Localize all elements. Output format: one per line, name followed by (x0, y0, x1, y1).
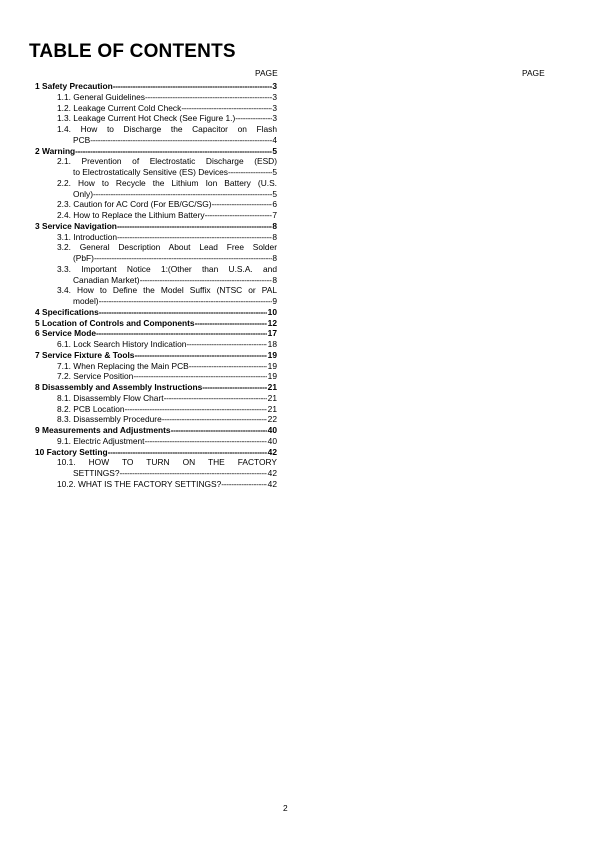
toc-page-number: 6 (272, 199, 277, 210)
toc-entry-label (35, 81, 277, 92)
toc-page-number: 19 (267, 371, 277, 382)
toc-page-number: 12 (267, 317, 277, 328)
toc-entry-text: Canadian Market) (73, 274, 140, 285)
toc-entry-text: 3.3. Important Notice 1:(Other than U.S.A. and (57, 263, 277, 274)
toc-entry-label (57, 339, 277, 350)
toc-entry-label (57, 264, 277, 275)
toc-entry-label (73, 189, 277, 200)
toc-entry-label (35, 318, 277, 329)
toc-entry-label (35, 307, 277, 318)
toc-subsection-entry[interactable] (0, 113, 595, 124)
toc-entry-text: PCB (73, 134, 91, 145)
toc-page-number: 42 (267, 468, 277, 478)
toc-entry-text: 8.3. Disassembly Procedure (57, 414, 162, 425)
toc-entry-text: 5 Location of Controls and Components (35, 317, 195, 328)
toc-entry-text: 9 Measurements and Adjustments (35, 425, 171, 435)
page-number: 2 (283, 803, 288, 813)
toc-page-number: 3 (272, 102, 277, 113)
toc-entry-text: 10 Factory Setting (35, 446, 108, 457)
toc-page-number: 40 (267, 435, 277, 446)
toc-entry-text: 1.3. Leakage Current Hot Check (See Figure 1.) (57, 113, 236, 124)
toc-subsection-entry[interactable] (0, 361, 595, 372)
toc-page-number: 42 (267, 446, 277, 457)
toc-entry-label (73, 253, 277, 264)
toc-entry-label (57, 178, 277, 189)
table-of-contents (0, 81, 595, 490)
toc-subsection-entry[interactable] (0, 339, 595, 350)
toc-entry-text: 4 Specifications (35, 306, 99, 317)
toc-entry-text: 1.1. General Guidelines (57, 91, 145, 102)
toc-page-number: 22 (267, 414, 277, 425)
toc-entry-text: (PbF) (73, 253, 94, 263)
toc-section-entry[interactable] (0, 81, 595, 92)
toc-entry-label (35, 350, 277, 361)
toc-page-number: 4 (272, 134, 277, 145)
toc-subsection-entry[interactable] (0, 242, 595, 253)
toc-entry-label (57, 199, 277, 210)
toc-entry-text: 3.1. Introduction (57, 231, 118, 242)
toc-entry-text: model) (73, 296, 99, 306)
toc-subsection-entry[interactable] (0, 393, 595, 404)
toc-section-entry[interactable] (0, 146, 595, 157)
toc-subsection-entry[interactable] (0, 457, 595, 468)
toc-entry-text: 10.1. HOW TO TURN ON THE FACTORY (57, 457, 277, 468)
toc-entry-text: 8.2. PCB Location (57, 403, 125, 414)
toc-entry-label (73, 296, 277, 307)
toc-entry-text: 6.1. Lock Search History Indication (57, 339, 187, 349)
toc-section-entry[interactable] (0, 221, 595, 232)
toc-entry-label (35, 425, 277, 436)
toc-page-number: 8 (272, 274, 277, 285)
toc-page-number: 21 (267, 382, 277, 392)
toc-subsection-entry[interactable] (0, 436, 595, 447)
toc-entry-label (35, 382, 277, 393)
toc-subsection-entry[interactable] (0, 178, 595, 189)
toc-entry-text: 1 Safety Precaution (35, 81, 113, 91)
toc-entry-label (57, 285, 277, 296)
toc-section-entry[interactable] (0, 328, 595, 339)
toc-page-number: 10 (267, 306, 277, 317)
toc-entry-label (35, 146, 277, 157)
toc-subsection-entry[interactable] (0, 156, 595, 167)
toc-entry-label (57, 156, 277, 167)
toc-entry-text: 3.4. How to Define the Model Suffix (NTSC or PAL (57, 285, 277, 296)
toc-entry-text: 9.1. Electric Adjustment (57, 435, 145, 446)
toc-entry-label (73, 275, 277, 286)
toc-subsection-entry[interactable] (0, 275, 595, 286)
toc-subsection-entry[interactable] (0, 404, 595, 415)
toc-entry-text: 2 Warning (35, 145, 76, 156)
toc-page-number: 7 (272, 210, 277, 220)
toc-subsection-entry[interactable] (0, 479, 595, 490)
toc-subsection-entry[interactable] (0, 92, 595, 103)
toc-subsection-entry[interactable] (0, 264, 595, 275)
toc-entry-label (73, 468, 277, 479)
toc-page-number: 21 (267, 392, 277, 403)
toc-entry-text: 7.2. Service Position (57, 371, 134, 382)
toc-entry-label (35, 328, 277, 339)
toc-entry-label (73, 167, 277, 178)
toc-subsection-entry[interactable] (0, 371, 595, 382)
toc-entry-label (35, 447, 277, 458)
toc-page-number: 5 (272, 167, 277, 177)
toc-page-number: 42 (267, 478, 277, 489)
toc-subsection-entry[interactable] (0, 253, 595, 264)
toc-page-number: 19 (267, 349, 277, 360)
toc-page-number: 5 (272, 188, 277, 199)
toc-section-entry[interactable] (0, 382, 595, 393)
toc-subsection-entry[interactable] (0, 468, 595, 479)
toc-entry-label (57, 436, 277, 447)
toc-subsection-entry[interactable] (0, 285, 595, 296)
toc-page-number: 3 (272, 113, 277, 124)
toc-subsection-entry[interactable] (0, 167, 595, 178)
toc-entry-label (57, 404, 277, 415)
toc-section-entry[interactable] (0, 425, 595, 436)
toc-subsection-entry[interactable] (0, 414, 595, 425)
toc-entry-label (57, 232, 277, 243)
toc-entry-text: 1.4. How to Discharge the Capacitor on Flash (57, 124, 277, 134)
toc-entry-text: 1.2. Leakage Current Cold Check (57, 102, 182, 113)
toc-entry-text: 8.1. Disassembly Flow Chart (57, 392, 164, 403)
toc-entry-label (57, 479, 277, 490)
toc-page-number: 8 (272, 220, 277, 231)
toc-entry-text: SETTINGS? (73, 468, 120, 478)
toc-subsection-entry[interactable] (0, 124, 595, 135)
toc-page-number: 5 (272, 145, 277, 156)
toc-page-number: 9 (272, 296, 277, 306)
toc-page-number: 3 (272, 81, 277, 91)
toc-entry-label (57, 124, 277, 135)
toc-page-number: 40 (267, 425, 277, 435)
toc-entry-label (57, 103, 277, 114)
toc-entry-label (57, 393, 277, 404)
page-column-header: PAGE (255, 68, 278, 78)
toc-entry-text: Only) (73, 188, 94, 199)
toc-subsection-entry[interactable] (0, 232, 595, 243)
toc-section-entry[interactable] (0, 447, 595, 458)
toc-entry-text: 3.2. General Description About Lead Free Solder (57, 242, 277, 253)
page-column-header-right: PAGE (522, 68, 545, 78)
toc-page-number: 8 (272, 231, 277, 242)
toc-section-entry[interactable] (0, 350, 595, 361)
toc-page-number: 19 (267, 360, 277, 371)
toc-entry-label (57, 371, 277, 382)
toc-entry-label (57, 361, 277, 372)
toc-entry-label (57, 242, 277, 253)
toc-entry-label (57, 92, 277, 103)
toc-page-number: 21 (267, 403, 277, 414)
toc-entry-text: 10.2. WHAT IS THE FACTORY SETTINGS? (57, 478, 222, 489)
toc-section-entry[interactable] (0, 318, 595, 329)
toc-entry-text: 2.4. How to Replace the Lithium Battery (57, 210, 205, 220)
toc-section-entry[interactable] (0, 307, 595, 318)
toc-entry-text: 8 Disassembly and Assembly Instructions (35, 382, 203, 392)
toc-entry-text: 3 Service Navigation (35, 220, 117, 231)
toc-subsection-entry[interactable] (0, 210, 595, 221)
toc-entry-text: 2.1. Prevention of Electrostatic Discharge (ESD) (57, 156, 277, 167)
toc-entry-label (57, 113, 277, 124)
toc-subsection-entry[interactable] (0, 103, 595, 114)
toc-subsection-entry[interactable] (0, 199, 595, 210)
toc-subsection-entry[interactable] (0, 189, 595, 200)
toc-page-number: 18 (267, 339, 277, 349)
document-title: TABLE OF CONTENTS (29, 41, 236, 62)
toc-entry-text: 7 Service Fixture & Tools (35, 349, 135, 360)
toc-entry-text: 7.1. When Replacing the Main PCB (57, 360, 189, 371)
toc-entry-text: 2.2. How to Recycle the Lithium Ion Battery (U.S. (57, 177, 277, 188)
toc-entry-text: 2.3. Caution for AC Cord (For EB/GC/SG) (57, 199, 212, 210)
toc-page-number: 8 (272, 253, 277, 263)
toc-page-number: 17 (267, 328, 277, 339)
toc-page-number: 3 (272, 91, 277, 102)
toc-entry-text: 6 Service Mode (35, 328, 96, 339)
toc-entry-text: to Electrostatically Sensitive (ES) Devices (73, 167, 228, 177)
toc-subsection-entry[interactable] (0, 135, 595, 146)
toc-subsection-entry[interactable] (0, 296, 595, 307)
toc-entry-label (57, 414, 277, 425)
toc-entry-label (57, 210, 277, 221)
toc-entry-label (73, 135, 277, 146)
toc-entry-label (35, 221, 277, 232)
toc-entry-label (57, 457, 277, 468)
